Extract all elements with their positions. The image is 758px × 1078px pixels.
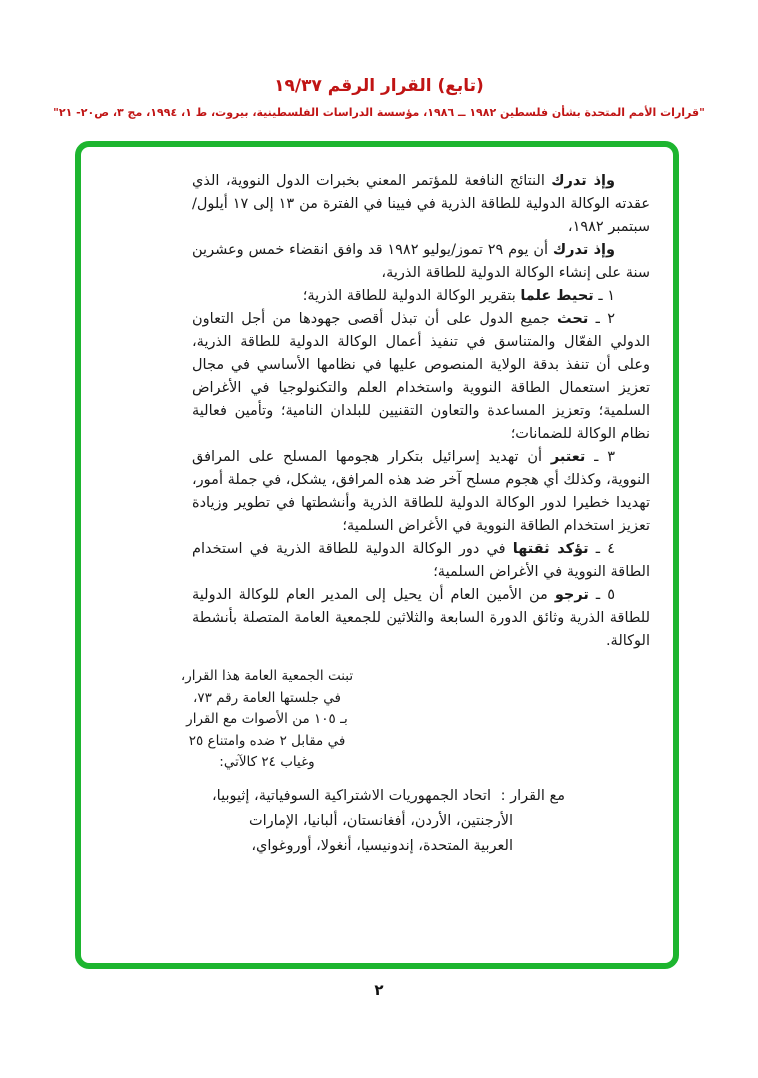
vote-line: في جلستها العامة رقم ٧٣، [193,689,341,706]
paragraph-lead: تحيط علما [520,288,594,304]
with-resolution-countries: اتحاد الجمهوريات الاشتراكية السوفياتية، إثيوبيا، [211,787,491,804]
with-resolution-line: الأرجنتين، الأردن، أفغانستان، ألبانيا، الإمارات [248,812,513,829]
paragraph-lead: ترجو [554,587,589,603]
with-resolution-label: مع القرار : [500,787,565,804]
paragraph-lead: تعتبر [550,449,586,465]
with-resolution-block [190,784,565,859]
with-resolution-line: العربية المتحدة، إندونيسيا، أنغولا، أوروغواي، [251,837,513,854]
paragraph [192,285,650,308]
page-title: (تابع) القرار الرقم ١٩/٣٧ [274,76,484,96]
vote-line: تبنت الجمعية العامة هذا القرار، [180,668,354,684]
paragraph-text: جميع الدول على أن تبذل أقصى جهودها من أجل التعاون الدولي الفعّال والمتناسق في تنفيذ أعمال الوكالة الدولية للطاقة الذرية، وعلى أن تنفذ بدقة الولاية المنصوص عليها في نظامها الأساسي في مجال تعزيز استعمال الطاقة النووية واستخدام العلم والتكنولوجيا في الأغراض السلمية؛ وتعزيز المساعدة والتعاون التقنيين للبلدان النامية؛ وتأمين فعالية نظام الوكالة للضمانات؛ [192,311,650,442]
paragraph-text: أن تهديد إسرائيل بتكرار هجومها المسلح على المرافق النووية، وكذلك أي هجوم مسلح آخر ضد هذه المرافق، يشكل، في جملة أمور، تهديدا خطيرا لدور الوكالة الدولية للطاقة الذرية وأنشطتها في تطوير وزيادة تعزيز استخدام الطاقة النووية في الأغراض السلمية؛ [192,449,650,534]
paragraph-text: من الأمين العام أن يحيل إلى المدير العام للوكالة الدولية للطاقة الذرية وثائق الدورة السابعة والثلاثين للجمعية العامة المتصلة بأنشطة الوكالة. [192,587,650,649]
paragraph [192,584,650,653]
paragraph [192,239,650,285]
vote-summary [179,666,355,774]
source-citation: "قرارات الأمم المتحدة بشأن فلسطين ١٩٨٢ ــ ١٩٨٦، مؤسسة الدراسات الفلسطينية، بيروت، ط ١، ١٩٩٤، مج ٣، ص٢٠- ٢١" [53,106,705,119]
paragraph-number: ٤ ـ [588,541,615,557]
paragraph [192,446,650,538]
vote-line: وغياب ٢٤ كالآتي: [219,754,315,770]
paragraph-text: النتائج النافعة للمؤتمر المعني بخبرات الدول النووية، الذي عقدته الوكالة الدولية للطاقة الذرية في فيينا في الفترة من ١٣ إلى ١٧ أيلول/سبتمبر ١٩٨٢، [192,173,650,235]
vote-line: بـ ١٠٥ من الأصوات مع القرار [186,711,348,727]
paragraph-lead: وإذ تدرك [551,173,615,189]
paragraph-lead: تحث [557,311,589,327]
with-resolution-line [190,784,565,809]
paragraph-lead: تؤكد ثقتها [512,541,589,557]
paragraph-number: ٣ ـ [585,449,615,465]
paragraph [192,170,650,239]
paragraph [192,538,650,584]
paragraph-text: في دور الوكالة الدولية للطاقة الذرية في استخدام الطاقة النووية في الأغراض السلمية؛ [192,541,650,580]
paragraph-text: أن يوم ٢٩ تموز/يوليو ١٩٨٢ قد وافق انقضاء خمس وعشرين سنة على إنشاء الوكالة الدولية للطاقة الذرية، [192,242,650,281]
page-number: ٢ [374,981,384,999]
paragraph-text: بتقرير الوكالة الدولية للطاقة الذرية؛ [302,288,521,304]
vote-line: في مقابل ٢ ضده وامتناع ٢٥ [188,732,346,749]
paragraph [192,308,650,446]
paragraph-number: ٥ ـ [588,587,616,603]
document-body [180,170,650,859]
paragraph-lead: وإذ تدرك [552,242,615,258]
paragraph-number: ١ ـ [593,288,615,304]
paragraph-number: ٢ ـ [588,311,616,327]
